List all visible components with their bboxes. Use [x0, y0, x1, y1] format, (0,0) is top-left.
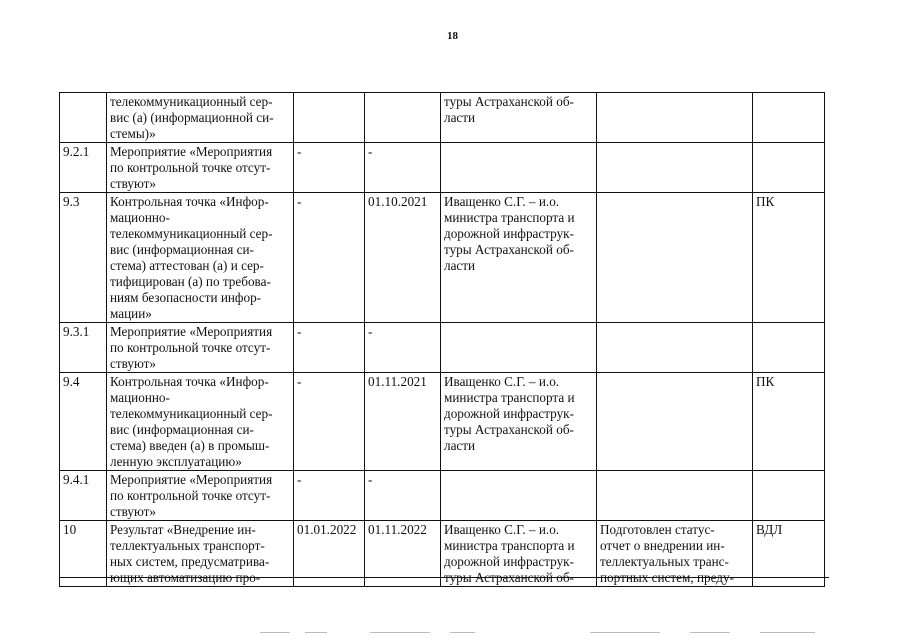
cell-name-line: теллектуальных транспорт-	[110, 538, 265, 553]
cell-name-line: по контрольной точке отсут-	[110, 340, 271, 355]
cell-responsible	[441, 143, 597, 193]
cell-result	[597, 143, 753, 193]
cell-start-date: -	[294, 143, 365, 193]
cell-name-line: мационно-	[110, 210, 170, 225]
page-number: 18	[447, 30, 458, 42]
cell-name-line: ленную эксплуатацию»	[110, 454, 242, 469]
cell-name-line: стема) аттестован (а) и сер-	[110, 258, 264, 273]
cell-type	[753, 323, 825, 373]
table-row	[60, 471, 825, 521]
cell-type: ПК	[753, 193, 825, 323]
cell-name-line: ющих автоматизацию про-	[110, 570, 261, 585]
cell-name-line: ствуют»	[110, 504, 157, 519]
cell-responsible-line: министра транспорта и	[444, 538, 575, 553]
cell-result	[597, 93, 753, 143]
cell-number: 9.3	[60, 193, 107, 323]
cell-name-line: вис (информационная си-	[110, 422, 254, 437]
cell-number: 9.4	[60, 373, 107, 471]
cell-end-date	[365, 93, 441, 143]
cell-responsible-line: ласти	[444, 258, 476, 273]
cell-responsible	[441, 323, 597, 373]
cell-name-line: стемы)»	[110, 126, 156, 141]
cell-name	[107, 193, 294, 323]
cell-name-line: Мероприятие «Мероприятия	[110, 144, 273, 159]
cell-result	[597, 193, 753, 323]
cell-start-date: -	[294, 373, 365, 471]
cell-result-line: Подготовлен статус-	[600, 522, 715, 537]
cell-responsible-line: туры Астраханской об-	[444, 94, 574, 109]
cell-responsible-line: туры Астраханской об-	[444, 422, 574, 437]
table-row	[60, 193, 825, 323]
cell-responsible-line: Иващенко С.Г. – и.о.	[444, 374, 560, 389]
cell-responsible-line: дорожной инфраструк-	[444, 226, 574, 241]
cell-number: 9.2.1	[60, 143, 107, 193]
cell-name-line: Мероприятие «Мероприятия	[110, 472, 273, 487]
table-row	[60, 323, 825, 373]
cell-responsible-line: туры Астраханской об-	[444, 570, 574, 585]
cell-responsible-line: Иващенко С.Г. – и.о.	[444, 522, 560, 537]
cell-name	[107, 323, 294, 373]
cell-responsible-line: Иващенко С.Г. – и.о.	[444, 194, 560, 209]
cell-responsible	[441, 193, 597, 323]
cell-number: 9.4.1	[60, 471, 107, 521]
cell-name	[107, 471, 294, 521]
cell-end-date: -	[365, 143, 441, 193]
cell-type: ПК	[753, 373, 825, 471]
table-row	[60, 143, 825, 193]
cell-result	[597, 323, 753, 373]
cell-result	[597, 373, 753, 471]
cell-responsible-line: дорожной инфраструк-	[444, 554, 574, 569]
cell-name-line: Мероприятие «Мероприятия	[110, 324, 273, 339]
table-row	[60, 373, 825, 471]
plan-table-body	[60, 93, 825, 587]
cell-name-line: Контрольная точка «Инфор-	[110, 374, 269, 389]
cell-name-line: ниям безопасности инфор-	[110, 290, 262, 305]
cell-name-line: телекоммуникационный сер-	[110, 226, 273, 241]
cell-responsible-line: туры Астраханской об-	[444, 242, 574, 257]
cell-type: ВДЛ	[753, 521, 825, 587]
cell-name-line: вис (информационная си-	[110, 242, 254, 257]
cell-name-line: телекоммуникационный сер-	[110, 406, 273, 421]
cell-name	[107, 143, 294, 193]
cell-name-line: вис (а) (информационной си-	[110, 110, 274, 125]
cell-end-date: 01.11.2022	[365, 521, 441, 587]
cell-result-line: портных систем, преду-	[600, 570, 734, 585]
cell-responsible	[441, 471, 597, 521]
cell-responsible	[441, 373, 597, 471]
cell-name-line: Контрольная точка «Инфор-	[110, 194, 269, 209]
cell-result-line: теллектуальных транс-	[600, 554, 729, 569]
cell-responsible-line: ласти	[444, 110, 476, 125]
cell-name-line: по контрольной точке отсут-	[110, 160, 271, 175]
cell-result	[597, 471, 753, 521]
cell-name-line: стема) введен (а) в промыш-	[110, 438, 270, 453]
cell-name	[107, 373, 294, 471]
cell-name-line: ствуют»	[110, 356, 157, 371]
cell-start-date	[294, 93, 365, 143]
plan-table	[59, 92, 825, 587]
cell-responsible-line: министра транспорта и	[444, 210, 575, 225]
cell-type	[753, 471, 825, 521]
cell-name-line: тифицирован (а) по требова-	[110, 274, 271, 289]
scan-artifacts	[260, 632, 820, 634]
cell-start-date: -	[294, 193, 365, 323]
cell-type	[753, 93, 825, 143]
cell-responsible-line: дорожной инфраструк-	[444, 406, 574, 421]
table-row	[60, 93, 825, 143]
cell-result-line: отчет о внедрении ин-	[600, 538, 725, 553]
cell-type	[753, 143, 825, 193]
cell-name-line: телекоммуникационный сер-	[110, 94, 273, 109]
cell-responsible-line: ласти	[444, 438, 476, 453]
table-bottom-edge	[59, 577, 829, 578]
cell-start-date: -	[294, 471, 365, 521]
cell-name-line: по контрольной точке отсут-	[110, 488, 271, 503]
cell-end-date: 01.11.2021	[365, 373, 441, 471]
cell-name-line: ствуют»	[110, 176, 157, 191]
cell-name-line: мации»	[110, 306, 152, 321]
cell-end-date: -	[365, 323, 441, 373]
cell-start-date: -	[294, 323, 365, 373]
cell-number	[60, 93, 107, 143]
cell-end-date: 01.10.2021	[365, 193, 441, 323]
cell-name-line: ных систем, предусматрива-	[110, 554, 270, 569]
cell-name-line: мационно-	[110, 390, 170, 405]
cell-number: 9.3.1	[60, 323, 107, 373]
cell-end-date: -	[365, 471, 441, 521]
cell-name-line: Результат «Внедрение ин-	[110, 522, 256, 537]
cell-responsible	[441, 93, 597, 143]
cell-responsible-line: министра транспорта и	[444, 390, 575, 405]
cell-name	[107, 93, 294, 143]
cell-number: 10	[60, 521, 107, 587]
cell-start-date: 01.01.2022	[294, 521, 365, 587]
